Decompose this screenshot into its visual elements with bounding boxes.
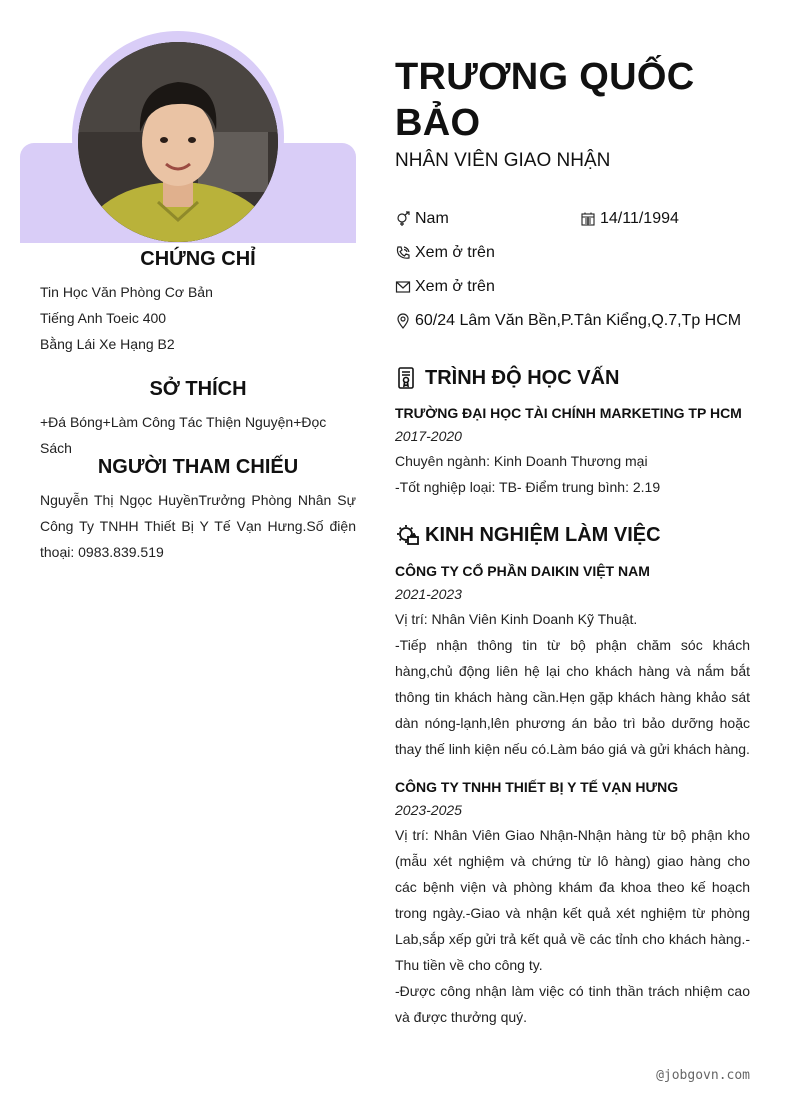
phone-row [395,244,495,262]
candidate-name: TRƯƠNG QUỐC BẢO [395,56,695,144]
education-period: 2017-2020 [395,428,462,444]
education-major: Chuyên ngành: Kinh Doanh Thương mại [395,453,648,469]
job-period: 2023-2025 [395,802,462,818]
job-position: Vị trí: Nhân Viên Kinh Doanh Kỹ Thuật. [395,611,638,627]
address-row [395,312,741,330]
gear-briefcase-icon [395,523,419,547]
certificate-item: Tin Học Văn Phòng Cơ Bản [40,284,213,300]
education-entry [395,402,750,500]
hobbies-title: SỞ THÍCH [149,378,247,400]
hobbies-section [40,378,356,461]
certificates-section [40,248,356,357]
job-position: Vị trí: Nhân Viên Giao Nhận-Nhận hàng từ bộ phận kho (mẫu xét nghiệm và chứng từ lô hàng) giao hàng cho các bệnh viện và phòng khám đa khoa theo kế hoạch trong ngày.-Giao và nhận kết quả xét nghiệm từ phòng Lab,sắp xếp gửi trả kết quả về các tỉnh cho khách hàng.-Thu tiền về cho công ty. [395,827,750,973]
experience-title: KINH NGHIỆM LÀM VIỆC [425,523,661,546]
gender-icon [395,211,411,227]
avatar [78,42,278,242]
references-title: NGƯỜI THAM CHIẾU [97,456,299,478]
address-value: 60/24 Lâm Văn Bền,P.Tân Kiểng,Q.7,Tp HCM [415,312,742,329]
email-value: Xem ở trên [415,278,495,295]
references-section [40,456,356,565]
footer-watermark: @jobgovn.com [656,1068,750,1083]
school-name: TRƯỜNG ĐẠI HỌC TÀI CHÍNH MARKETING TP HCM [395,405,742,421]
birthdate-value: 14/11/1994 [600,210,679,227]
education-title: TRÌNH ĐỘ HỌC VẤN [425,366,620,389]
location-pin-icon [395,313,411,329]
education-grade: -Tốt nghiệp loại: TB- Điểm trung bình: 2.19 [395,479,661,495]
certificate-icon [395,366,419,390]
job-period: 2021-2023 [395,586,462,602]
gender-row [395,210,449,228]
birthdate-row [580,210,679,228]
references-text: Nguyễn Thị Ngọc HuyềnTrưởng Phòng Nhân Sự Công Ty TNHH Thiết Bị Y Tế Vạn Hưng.Số điện thoại: 0983.839.519 [40,492,356,560]
email-row [395,278,495,296]
candidate-role: NHÂN VIÊN GIAO NHẬN [395,150,611,171]
hobbies-text: +Đá Bóng+Làm Công Tác Thiện Nguyện+Đọc Sách [40,414,327,456]
certificate-item: Tiếng Anh Toeic 400 [40,310,167,326]
experience-heading [395,523,661,547]
company-name: CÔNG TY CỔ PHẦN DAIKIN VIỆT NAM [395,563,650,579]
envelope-icon [395,279,411,295]
job-description: -Được công nhận làm việc có tinh thần trách nhiệm cao và được thưởng quý. [395,983,750,1025]
job-entry [395,560,750,762]
gender-value: Nam [415,210,449,227]
certificate-item: Bằng Lái Xe Hạng B2 [40,336,175,352]
calendar-icon [580,211,596,227]
company-name: CÔNG TY TNHH THIẾT BỊ Y TẾ VẠN HƯNG [395,779,679,795]
job-entry [395,776,750,1030]
phone-value: Xem ở trên [415,244,495,261]
education-heading [395,366,619,390]
certificates-title: CHỨNG CHỈ [140,248,256,270]
job-description: -Tiếp nhận thông tin từ bộ phận chăm sóc khách hàng,chủ động liên hệ lại cho khách hàng và nắm bắt thông tin khách hàng cần.Hẹn gặp khách hàng khảo sát dàn nóng-lạnh,lên phương án bảo trì bảo dưỡng hoặc thay thế linh kiện nếu có.Làm báo giá và gửi khách hàng. [395,637,750,757]
phone-icon [395,245,411,261]
